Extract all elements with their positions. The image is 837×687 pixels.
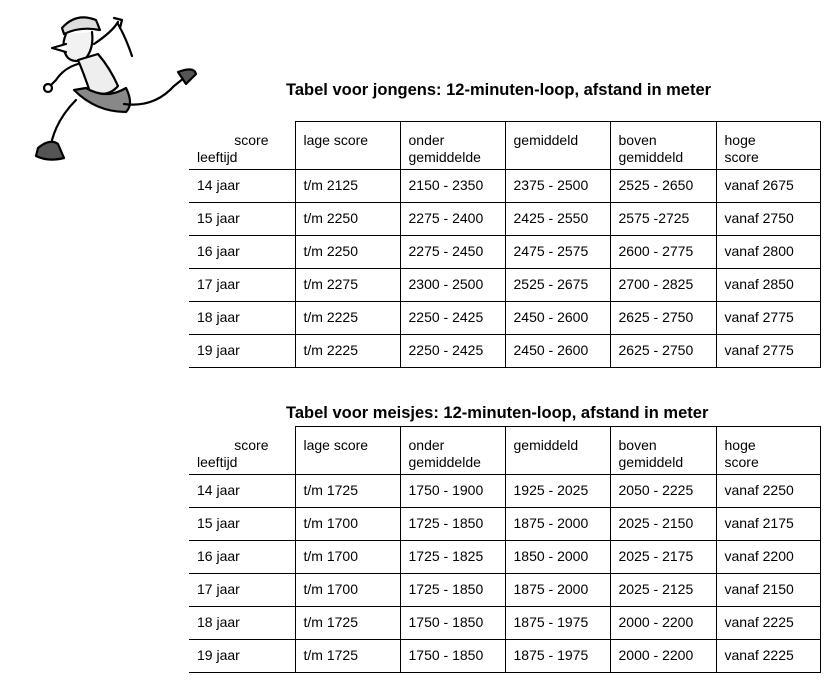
- table-row: [189, 335, 820, 368]
- score-cell: 2575 -2725: [610, 203, 716, 236]
- column-header: boven gemiddeld: [610, 427, 716, 475]
- age-cell: 17 jaar: [189, 574, 295, 607]
- age-cell: 18 jaar: [189, 302, 295, 335]
- boys-table-body: [189, 170, 820, 368]
- table-row: [189, 541, 820, 574]
- score-cell: 2150 - 2350: [400, 170, 505, 203]
- score-cell: vanaf 2850: [716, 269, 820, 302]
- score-cell: t/m 2250: [295, 203, 400, 236]
- column-header: gemiddeld: [505, 427, 610, 475]
- column-header: boven gemiddeld: [610, 122, 716, 170]
- table-header-row: [189, 427, 820, 475]
- runner-cartoon-icon: [14, 8, 199, 168]
- column-header: onder gemiddelde: [400, 427, 505, 475]
- girls-score-table: [189, 426, 821, 673]
- score-cell: 1725 - 1850: [400, 574, 505, 607]
- score-cell: 2025 - 2125: [610, 574, 716, 607]
- score-cell: 1875 - 1975: [505, 640, 610, 673]
- score-cell: t/m 2250: [295, 236, 400, 269]
- score-cell: 2375 - 2500: [505, 170, 610, 203]
- score-cell: 1925 - 2025: [505, 475, 610, 508]
- score-cell: 2600 - 2775: [610, 236, 716, 269]
- age-cell: 14 jaar: [189, 170, 295, 203]
- girls-table-body: [189, 475, 820, 673]
- score-cell: 2450 - 2600: [505, 335, 610, 368]
- age-cell: 15 jaar: [189, 508, 295, 541]
- score-cell: vanaf 2750: [716, 203, 820, 236]
- corner-score-label: score: [234, 131, 269, 148]
- table-row: [189, 236, 820, 269]
- score-cell: vanaf 2800: [716, 236, 820, 269]
- corner-age-label: leeftijd: [197, 453, 238, 470]
- score-cell: vanaf 2775: [716, 335, 820, 368]
- score-cell: vanaf 2225: [716, 607, 820, 640]
- score-cell: t/m 2275: [295, 269, 400, 302]
- score-cell: t/m 1700: [295, 508, 400, 541]
- score-cell: t/m 1700: [295, 574, 400, 607]
- table-row: [189, 203, 820, 236]
- table-row: [189, 170, 820, 203]
- age-cell: 18 jaar: [189, 607, 295, 640]
- boys-score-table: [189, 121, 821, 368]
- score-cell: 1875 - 2000: [505, 574, 610, 607]
- column-header: hoge score: [716, 122, 820, 170]
- table-row: [189, 607, 820, 640]
- column-header: lage score: [295, 427, 400, 475]
- score-cell: 2275 - 2450: [400, 236, 505, 269]
- score-cell: t/m 2125: [295, 170, 400, 203]
- score-cell: 2000 - 2200: [610, 640, 716, 673]
- table-row: [189, 574, 820, 607]
- score-cell: 1875 - 2000: [505, 508, 610, 541]
- corner-score-label: score: [234, 436, 269, 453]
- score-cell: vanaf 2250: [716, 475, 820, 508]
- score-cell: 2050 - 2225: [610, 475, 716, 508]
- age-cell: 17 jaar: [189, 269, 295, 302]
- score-cell: 1750 - 1900: [400, 475, 505, 508]
- column-header: lage score: [295, 122, 400, 170]
- score-cell: 2275 - 2400: [400, 203, 505, 236]
- table-row: [189, 640, 820, 673]
- age-cell: 16 jaar: [189, 541, 295, 574]
- score-cell: 2475 - 2575: [505, 236, 610, 269]
- corner-header: [189, 122, 295, 170]
- score-cell: t/m 2225: [295, 302, 400, 335]
- column-header: gemiddeld: [505, 122, 610, 170]
- score-cell: 2625 - 2750: [610, 302, 716, 335]
- table-row: [189, 269, 820, 302]
- score-cell: 2525 - 2675: [505, 269, 610, 302]
- corner-header: [189, 427, 295, 475]
- score-cell: 2025 - 2175: [610, 541, 716, 574]
- score-cell: 1725 - 1850: [400, 508, 505, 541]
- column-header: onder gemiddelde: [400, 122, 505, 170]
- score-cell: 2625 - 2750: [610, 335, 716, 368]
- table-row: [189, 508, 820, 541]
- score-cell: 2525 - 2650: [610, 170, 716, 203]
- score-cell: 1750 - 1850: [400, 607, 505, 640]
- age-cell: 19 jaar: [189, 640, 295, 673]
- score-cell: t/m 1700: [295, 541, 400, 574]
- score-cell: vanaf 2150: [716, 574, 820, 607]
- score-cell: 2700 - 2825: [610, 269, 716, 302]
- score-cell: 2450 - 2600: [505, 302, 610, 335]
- age-cell: 14 jaar: [189, 475, 295, 508]
- score-cell: vanaf 2775: [716, 302, 820, 335]
- score-cell: vanaf 2200: [716, 541, 820, 574]
- column-header: hoge score: [716, 427, 820, 475]
- corner-age-label: leeftijd: [197, 148, 238, 165]
- age-cell: 19 jaar: [189, 335, 295, 368]
- table-row: [189, 302, 820, 335]
- score-cell: t/m 2225: [295, 335, 400, 368]
- score-cell: 1750 - 1850: [400, 640, 505, 673]
- score-cell: vanaf 2675: [716, 170, 820, 203]
- boys-table-title: Tabel voor jongens: 12-minuten-loop, afstand in meter: [286, 81, 712, 99]
- score-cell: vanaf 2225: [716, 640, 820, 673]
- score-cell: 2250 - 2425: [400, 302, 505, 335]
- score-cell: t/m 1725: [295, 640, 400, 673]
- girls-table-title: Tabel voor meisjes: 12-minuten-loop, afstand in meter: [286, 404, 709, 422]
- age-cell: 15 jaar: [189, 203, 295, 236]
- score-cell: 2250 - 2425: [400, 335, 505, 368]
- score-cell: 2025 - 2150: [610, 508, 716, 541]
- score-cell: 1725 - 1825: [400, 541, 505, 574]
- table-row: [189, 475, 820, 508]
- score-cell: t/m 1725: [295, 607, 400, 640]
- score-cell: 1875 - 1975: [505, 607, 610, 640]
- score-cell: 1850 - 2000: [505, 541, 610, 574]
- score-cell: vanaf 2175: [716, 508, 820, 541]
- score-cell: 2425 - 2550: [505, 203, 610, 236]
- score-cell: t/m 1725: [295, 475, 400, 508]
- table-header-row: [189, 122, 820, 170]
- age-cell: 16 jaar: [189, 236, 295, 269]
- score-cell: 2000 - 2200: [610, 607, 716, 640]
- score-cell: 2300 - 2500: [400, 269, 505, 302]
